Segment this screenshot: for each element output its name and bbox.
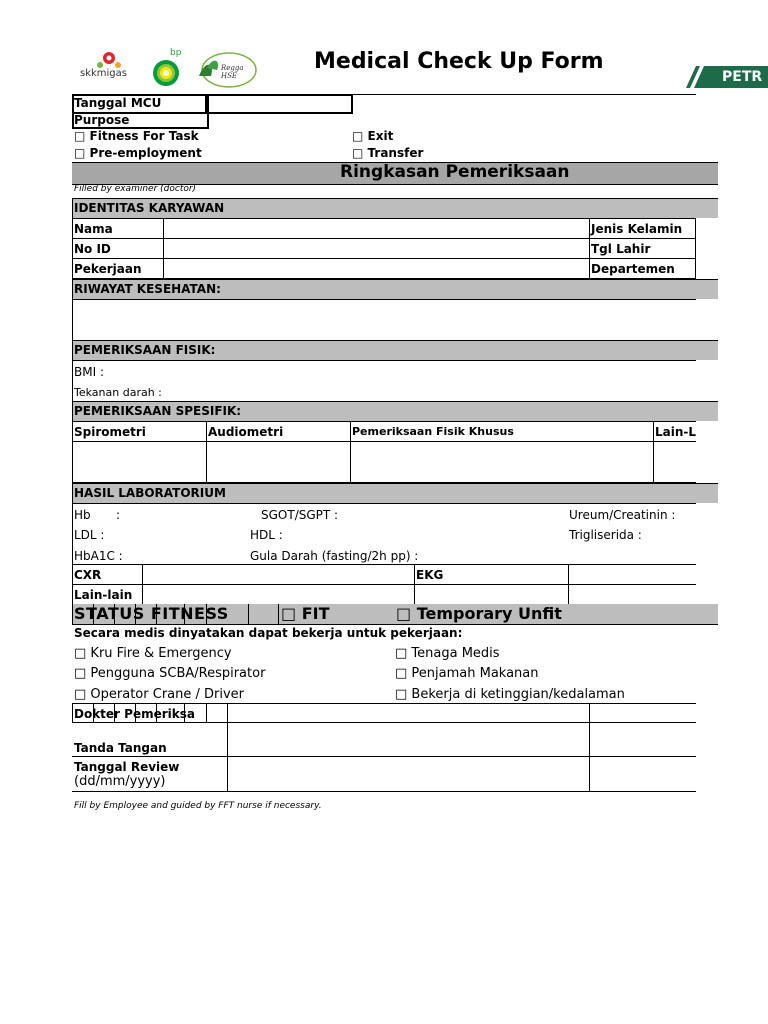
job-scba[interactable]: □ Pengguna SCBA/Respirator (74, 666, 266, 681)
audiometri-header: Audiometri (208, 425, 284, 439)
date-format-label: (dd/mm/yyyy) (74, 774, 166, 789)
riwayat-field[interactable] (73, 300, 695, 339)
skkmigas-logo-text: skkmigas (80, 68, 127, 79)
dokter-pemeriksa-label: Dokter Pemeriksa (74, 707, 195, 721)
petronas-logo (686, 66, 768, 88)
checkbox-icon[interactable]: □ (352, 146, 364, 160)
pekerjaan-label: Pekerjaan (74, 262, 142, 276)
petronas-logo-text: PETR (722, 69, 763, 85)
option-label: Fitness For Task (89, 129, 199, 143)
tanggal-review-label: Tanggal Review (74, 760, 180, 774)
option-exit[interactable] (352, 129, 393, 143)
tanggal-review-field[interactable] (228, 757, 589, 791)
no-id-field[interactable] (164, 239, 589, 258)
page-title: Medical Check Up Form (314, 49, 604, 74)
lain-header: Lain-L (655, 425, 697, 439)
fit-option[interactable]: □ FIT (281, 604, 330, 623)
nama-field[interactable] (164, 219, 589, 238)
option-label: Transfer (367, 146, 424, 160)
no-id-label: No ID (74, 242, 111, 256)
option-pre-employment[interactable] (74, 146, 202, 160)
fitness-statement: Secara medis dinyatakan dapat bekerja untuk pekerjaan: (74, 626, 463, 640)
sgot-label: SGOT/SGPT : (261, 508, 339, 522)
spirometri-header: Spirometri (74, 425, 146, 439)
fisik-heading: PEMERIKSAAN FISIK: (74, 343, 216, 357)
lab-heading: HASIL LABORATORIUM (74, 486, 226, 500)
riwayat-band (72, 279, 718, 299)
checkbox-icon[interactable]: □ (352, 129, 364, 143)
tekanan-darah-label: Tekanan darah : (74, 386, 162, 399)
dokter-field[interactable] (228, 704, 589, 722)
trigliserida-label: Trigliserida : (569, 528, 642, 542)
tanggal-mcu-field[interactable] (205, 94, 353, 114)
spesifik-heading: PEMERIKSAAN SPESIFIK: (74, 404, 242, 418)
tanda-tangan-label: Tanda Tangan (74, 741, 167, 755)
ekg-label: EKG (416, 568, 444, 582)
ureum-label: Ureum/Creatinin : (569, 508, 676, 522)
status-heading: STATUS FITNESS (74, 604, 229, 623)
riwayat-heading: RIWAYAT KESEHATAN: (74, 282, 221, 296)
option-transfer[interactable] (352, 146, 423, 160)
fisik-band (72, 340, 718, 360)
job-kru-fire[interactable]: □ Kru Fire & Emergency (74, 646, 232, 661)
ldl-label: LDL : (74, 528, 105, 542)
checkbox-icon[interactable]: □ (74, 146, 86, 160)
hb-colon: : (116, 508, 121, 522)
cxr-label: CXR (74, 568, 102, 582)
fisik-khusus-header: Pemeriksaan Fisik Khusus (352, 425, 514, 438)
skkmigas-mark-icon (78, 50, 140, 70)
bp-logo-text: bp (170, 48, 182, 58)
examiner-note: Filled by examiner (doctor) (74, 184, 197, 194)
helios-icon (148, 58, 184, 88)
tgl-lahir-label: Tgl Lahir (591, 242, 651, 256)
bmi-label: BMI : (74, 365, 104, 379)
purpose-label: Purpose (74, 113, 130, 127)
identitas-heading: IDENTITAS KARYAWAN (74, 201, 225, 215)
jenis-kelamin-label: Jenis Kelamin (591, 222, 683, 236)
nama-label: Nama (74, 222, 113, 236)
skkmigas-logo (78, 50, 140, 84)
footer-note: Fill by Employee and guided by FFT nurse if necessary. (74, 801, 322, 811)
job-penjamah[interactable]: □ Penjamah Makanan (395, 666, 539, 681)
bp-logo (146, 48, 186, 88)
pekerjaan-field[interactable] (164, 259, 589, 278)
option-label: Pre-employment (89, 146, 202, 160)
tanggal-mcu-label: Tanggal MCU (74, 96, 162, 110)
hdl-label: HDL : (250, 528, 283, 542)
tanda-tangan-field[interactable] (228, 723, 589, 756)
lain-lain-label: Lain-lain (74, 588, 133, 602)
checkbox-icon[interactable]: □ (74, 129, 86, 143)
spesifik-band (72, 401, 718, 421)
temporary-unfit-option[interactable]: □ Temporary Unfit (396, 604, 562, 623)
departemen-label: Departemen (591, 262, 675, 276)
hba1c-label: HbA1C : (74, 549, 123, 563)
job-ketinggian[interactable]: □ Bekerja di ketinggian/kedalaman (395, 687, 625, 702)
identitas-band (72, 198, 718, 218)
job-tenaga-medis[interactable]: □ Tenaga Medis (395, 646, 500, 661)
gula-darah-label: Gula Darah (fasting/2h pp) : (250, 549, 419, 563)
summary-title: Ringkasan Pemeriksaan (340, 162, 570, 182)
option-fitness-for-task[interactable] (74, 129, 199, 143)
hb-label: Hb (74, 508, 91, 522)
job-crane[interactable]: □ Operator Crane / Driver (74, 687, 245, 702)
regga-logo (195, 50, 259, 90)
regga-logo-text: Regga HSE (221, 64, 244, 80)
option-label: Exit (367, 129, 394, 143)
lab-band (72, 483, 718, 503)
